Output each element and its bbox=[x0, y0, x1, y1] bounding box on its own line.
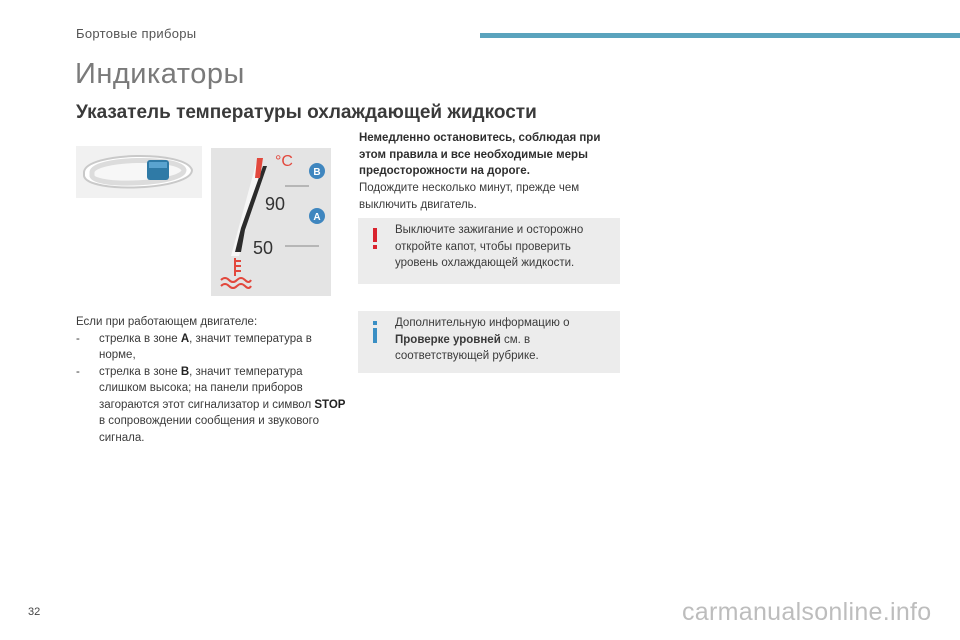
warning-box-text: Выключите зажигание и осторожно откройте капот, чтобы проверить уровень охлаждающей жидкости. bbox=[395, 224, 584, 269]
zone-a-marker bbox=[309, 208, 325, 224]
zone-b-label: B bbox=[313, 167, 321, 178]
bullet-text: в сопровождении сообщения и звукового сигнала. bbox=[99, 415, 319, 444]
zone-a-label: A bbox=[313, 212, 321, 223]
bullet-text: стрелка в зоне bbox=[99, 365, 181, 378]
header-accent-bar bbox=[480, 33, 960, 38]
watermark: carmanualsonline.info bbox=[682, 598, 932, 626]
coolant-temperature-gauge bbox=[211, 148, 331, 296]
wait-before-switch-off: Подождите несколько минут, прежде чем выключить двигатель. bbox=[359, 182, 580, 211]
intro-line: Если при работающем двигателе: bbox=[76, 316, 258, 328]
bullet-zone-b bbox=[76, 364, 346, 447]
info-text: см. в соответствующей рубрике. bbox=[395, 333, 539, 362]
info-box bbox=[358, 311, 620, 373]
stop-symbol-text: STOP bbox=[314, 398, 346, 411]
zone-letter: B bbox=[180, 365, 190, 378]
zone-b-marker bbox=[309, 163, 325, 179]
section-subtitle: Указатель температуры охлаждающей жидкости bbox=[76, 102, 537, 123]
info-box-text bbox=[395, 315, 615, 365]
info-text: Дополнительную информацию о bbox=[395, 317, 570, 329]
bullet-text: стрелка в зоне bbox=[99, 332, 181, 345]
zone-letter: A bbox=[180, 332, 190, 345]
bullet-zone-a bbox=[76, 331, 346, 364]
running-header: Бортовые приборы bbox=[76, 26, 197, 41]
bullet-text: , значит температура в норме, bbox=[99, 332, 312, 361]
exclamation-icon bbox=[370, 228, 380, 250]
page-number: 32 bbox=[28, 606, 41, 618]
page-title: Индикаторы bbox=[75, 58, 245, 90]
instrument-panel-illustration bbox=[76, 146, 202, 198]
gauge-unit-label: °C bbox=[275, 153, 293, 170]
bullet-dash: - bbox=[76, 365, 80, 378]
info-link-text: Проверке уровней bbox=[395, 333, 501, 346]
gauge-mark-90: 90 bbox=[265, 194, 286, 214]
gauge-mark-50: 50 bbox=[253, 238, 274, 258]
bullet-dash: - bbox=[76, 332, 80, 345]
info-icon bbox=[370, 321, 380, 343]
bullet-text: , значит температура слишком высока; на панели приборов загораются этот сигнализатор и символ bbox=[99, 365, 315, 411]
warning-box bbox=[358, 218, 620, 284]
stop-immediately-warning: Немедленно остановитесь, соблюдая при этом правила и все необходимые меры предосторожности на дороге. bbox=[359, 132, 601, 177]
engine-running-explanation bbox=[76, 314, 346, 446]
